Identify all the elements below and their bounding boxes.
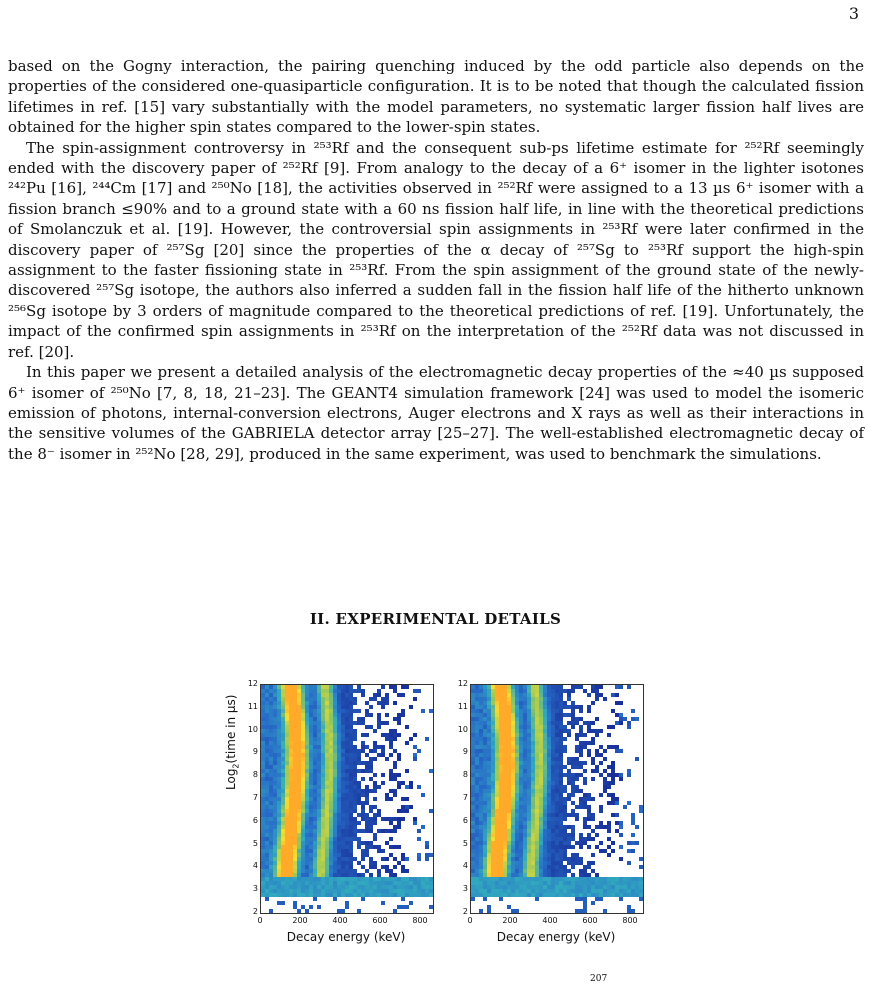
paragraph-3: In this paper we present a detailed analysis of the electromagnetic decay properties of the ≈40 µs supposed 6⁺ isomer of ²⁵⁰No [7, 8, 18, 21–23]. The GEANT4 simulation framework [24] was used to model the isomeric emission of photons, internal-conversion electrons, Auger electrons and X rays as well as their interactions in the sensitive volumes of the GABRIELA detector array [25–27]. The well-established electromagnetic decay of the 8⁻ isomer in ²⁵²No [28, 29], produced in the same experiment, was used to benchmark the simulations.: [8, 363, 864, 463]
y-tick-label: 5: [252, 838, 258, 848]
y-tick-label: 6: [252, 815, 258, 825]
y-tick-label: 8: [462, 770, 468, 780]
x-axis-label-right: Decay energy (keV): [496, 930, 616, 944]
y-tick-label: 4: [252, 861, 258, 871]
y-tick-label: 10: [457, 724, 468, 734]
y-tick-label: 7: [462, 793, 468, 802]
heatmap-panel-right: [470, 684, 644, 914]
y-tick-label: 2: [252, 907, 258, 916]
heatmap-panel-left: [260, 684, 434, 914]
y-tick-label: 11: [457, 701, 468, 711]
y-axis-label: Log$_2$(time in µs): [224, 694, 241, 790]
x-tick-label: 600: [372, 916, 388, 925]
page-number: 3: [848, 4, 859, 23]
y-tick-label: 8: [252, 770, 258, 780]
y-tick-label: 4: [462, 861, 468, 871]
y-tick-label: 5: [462, 838, 468, 848]
y-tick-label: 12: [457, 679, 468, 688]
heatmap-left: [261, 685, 433, 913]
y-tick-label: 11: [247, 701, 258, 711]
y-tick-label: 3: [252, 884, 258, 894]
body-text: [8, 56, 864, 464]
x-tick-label: 0: [257, 916, 263, 925]
figure-heatmaps: [222, 680, 652, 950]
y-tick-label: 2: [462, 907, 468, 916]
x-tick-label: 800: [412, 916, 428, 925]
y-tick-label: 12: [247, 679, 258, 688]
y-tick-label: 9: [252, 747, 258, 757]
x-axis-label-left: Decay energy (keV): [286, 930, 406, 944]
paragraph-2: The spin-assignment controversy in ²⁵³Rf and the consequent sub-ps lifetime estimate for ²⁵²Rf seemingly ended with the discovery paper of ²⁵²Rf [9]. From analogy to the decay of a 6⁺ isomer in the lighter isotones ²⁴²Pu [16], ²⁴⁴Cm [17] and ²⁵⁰No [18], the activities observed in ²⁵²Rf were assigned to a 13 µs 6⁺ isomer with a fission branch ≤90% and to a ground state with a 60 ns fission half life, in line with the theoretical predictions of Smolanczuk et al. [19]. However, the controversial spin assignments in ²⁵³Rf were later confirmed in the discovery paper of ²⁵⁷Sg [20] since the properties of the α decay of ²⁵⁷Sg to ²⁵³Rf support the high-spin assignment to the faster fissioning state in ²⁵³Rf. From the spin assignment of the ground state of the newly-discovered ²⁵⁷Sg isotope, the authors also inferred a sudden fall in the fission half life of the hitherto unknown ²⁵⁶Sg isotope by 3 orders of magnitude compared to the theoretical predictions of ref. [19]. Unfortunately, the impact of the confirmed spin assignments in ²⁵³Rf on the interpretation of the ²⁵²Rf data was not discussed in ref. [20].: [8, 138, 864, 361]
y-tick-label: 3: [462, 884, 468, 894]
x-tick-label: 400: [332, 916, 348, 925]
x-tick-label: 600: [582, 916, 598, 925]
x-tick-label: 200: [292, 916, 308, 925]
paragraph-1: based on the Gogny interaction, the pairing quenching induced by the odd particle also depends on the properties of the considered one-quasiparticle configuration. It is to be noted that though the calculated fission lifetimes in ref. [15] vary substantially with the model parameters, no systematic larger fission half lives are obtained for the higher spin states compared to the lower-spin states.: [8, 57, 864, 137]
caption-fragment: 207: [590, 974, 608, 984]
y-tick-label: 6: [462, 815, 468, 825]
x-tick-label: 400: [542, 916, 558, 925]
x-tick-label: 0: [467, 916, 473, 925]
x-tick-label: 200: [502, 916, 518, 925]
section-title: II. EXPERIMENTAL DETAILS: [309, 610, 562, 628]
y-tick-label: 9: [462, 747, 468, 757]
y-tick-label: 10: [247, 724, 258, 734]
y-tick-label: 7: [252, 793, 258, 802]
x-tick-label: 800: [622, 916, 638, 925]
heatmap-right: [471, 685, 643, 913]
